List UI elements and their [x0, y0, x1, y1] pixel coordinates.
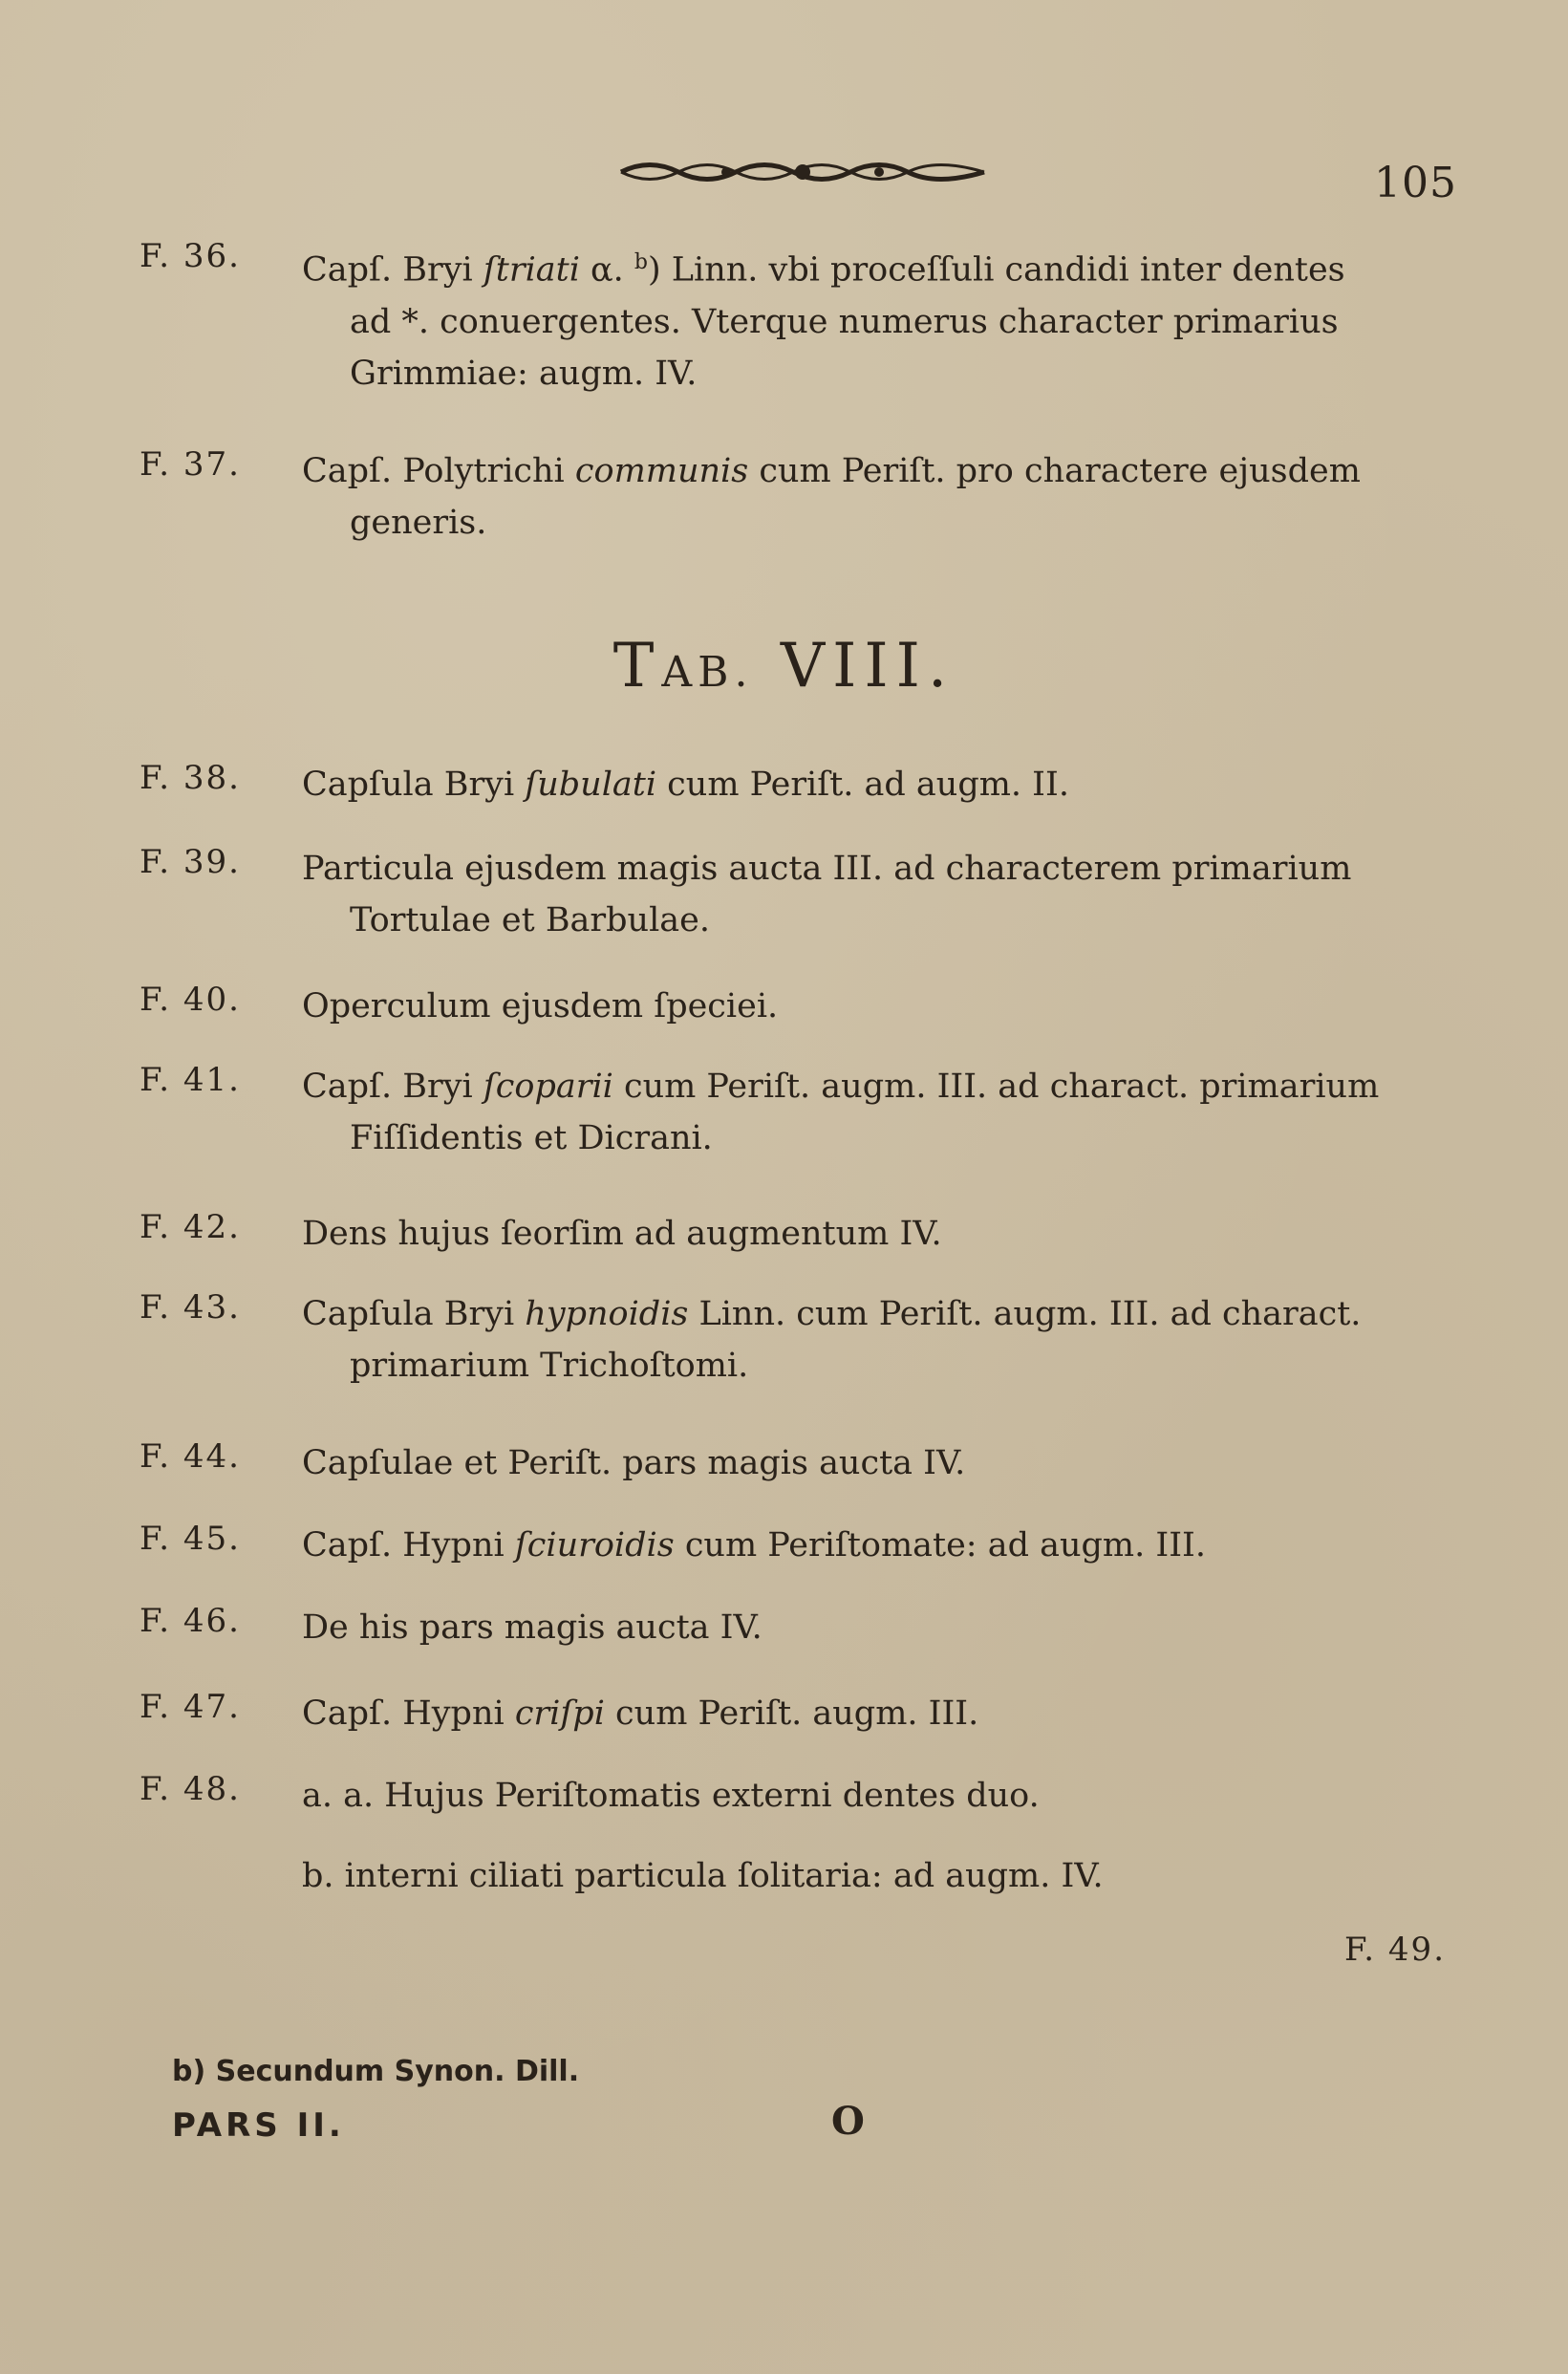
figure-number: F. 46.: [140, 1602, 241, 1640]
figure-description: a. a. Hujus Periſtomatis externi dentes duo.: [302, 1777, 1040, 1815]
figure-description: Dens hujus ſeorſim ad augmentum IV.: [302, 1215, 942, 1253]
figure-number: F. 43.: [140, 1288, 241, 1327]
figure-number: F. 36.: [140, 237, 241, 275]
figure-description: Capſ. Hypni criſpi cum Periſt. augm. III.: [302, 1694, 979, 1733]
catchword: F. 49.: [1344, 1931, 1446, 1969]
signature: PARS II.: [172, 2106, 345, 2145]
ornament-icon: [612, 153, 994, 191]
figure-description: Capſ. Hypni ſciuroidis cum Periſtomate: ad augm. III.: [302, 1526, 1206, 1565]
figure-description: Capſula Bryi ſubulati cum Periſt. ad augm. II.: [302, 766, 1069, 804]
figure-number: F. 38.: [140, 759, 241, 797]
figure-number: F. 41.: [140, 1061, 241, 1099]
figure-number: F. 42.: [140, 1208, 241, 1246]
figure-description: Capſula Bryi hypnoidis Linn. cum Periſt. augm. III. ad charact. primarium Trichoſtomi.: [302, 1295, 1362, 1385]
figure-description: Capſ. Polytrichi communis cum Periſt. pro charactere ejusdem generis.: [302, 452, 1361, 542]
footnote: b) Secundum Synon. Dill.: [172, 2055, 580, 2088]
figure-number: F. 44.: [140, 1437, 241, 1476]
page-number: 105: [1374, 159, 1457, 207]
figure-number: F. 45.: [140, 1520, 241, 1558]
figure-description: De his pars magis aucta IV.: [302, 1608, 763, 1647]
figure-description: Capſ. Bryi ſcoparii cum Periſt. augm. III. ad charact. primarium Fiſſidentis et Dicrani.: [302, 1068, 1380, 1157]
figure-description: Particula ejusdem magis aucta III. ad characterem primarium Tortulae et Barbulae.: [302, 850, 1352, 939]
figure-number: F. 48.: [140, 1770, 241, 1808]
figure-description: Capſ. Bryi ſtriati α. $^b$) Linn. vbi proceſſuli candidi inter dentes ad *. conuergentes. Vterque numerus character primarius Grimmiae: augm. IV.: [302, 250, 1345, 393]
figure-description: Capſulae et Periſt. pars magis aucta IV.: [302, 1444, 966, 1482]
figure-description: b. interni ciliati particula ſolitaria: ad augm. IV.: [302, 1857, 1104, 1895]
figure-number: F. 40.: [140, 981, 241, 1019]
plate-heading: TAB. VIII.: [612, 631, 956, 701]
figure-number: F. 47.: [140, 1688, 241, 1726]
signature-mark: O: [831, 2099, 865, 2144]
figure-number: F. 37.: [140, 445, 241, 484]
figure-description: Operculum ejusdem ſpeciei.: [302, 987, 779, 1025]
figure-number: F. 39.: [140, 843, 241, 881]
